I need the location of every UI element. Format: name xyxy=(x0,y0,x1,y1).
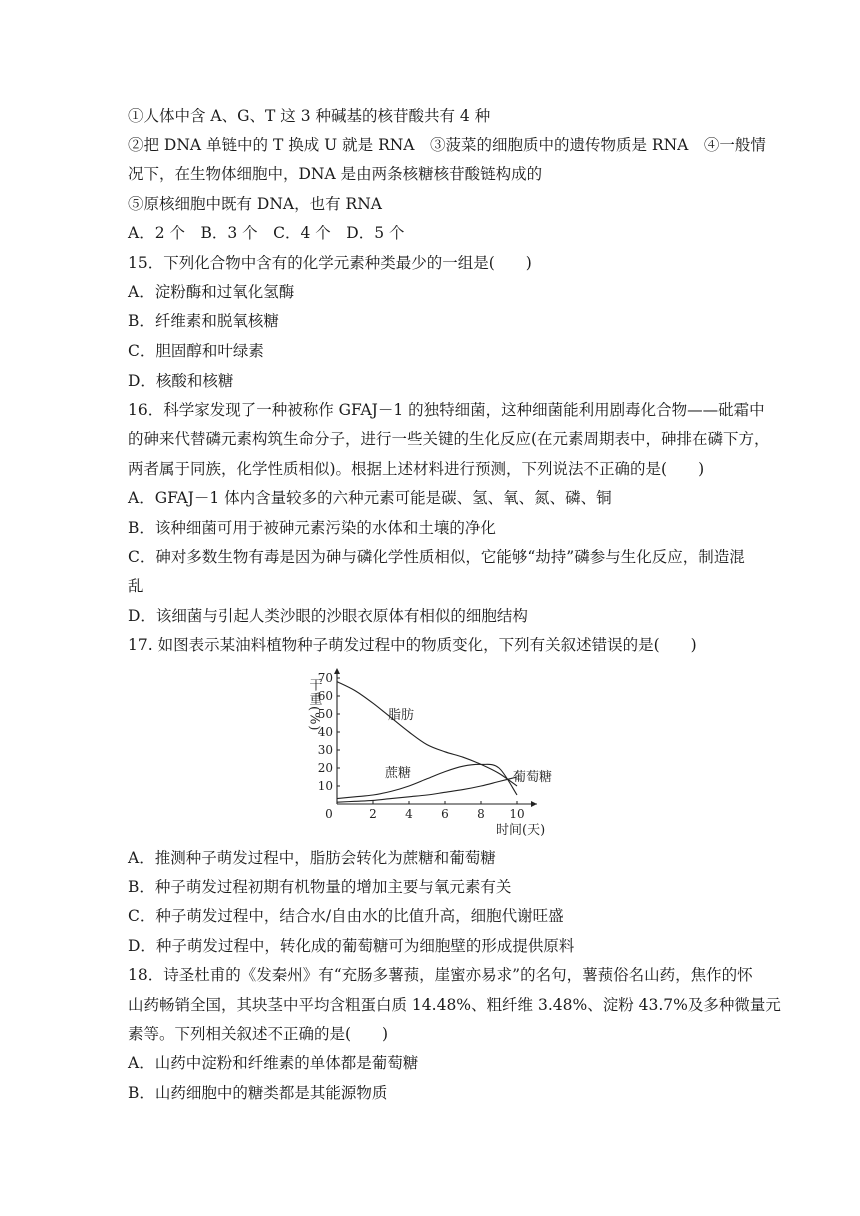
y-tick-label: 10 xyxy=(317,779,333,793)
question-17: 17. 如图表示某油料植物种子萌发过程中的物质变化，下列有关叙述错误的是( ) xyxy=(128,636,697,654)
y-tick-label: 30 xyxy=(317,743,333,757)
series-label: 蔗糖 xyxy=(385,766,412,781)
option-a: A．推测种子萌发过程中，脂肪会转化为蔗糖和葡萄糖 xyxy=(128,849,496,867)
option-d: D．种子萌发过程中，转化成的葡萄糖可为细胞壁的形成提供原料 xyxy=(128,937,575,955)
series-label: 脂肪 xyxy=(388,708,415,723)
option-a: A．山药中淀粉和纤维素的单体都是葡萄糖 xyxy=(128,1054,419,1072)
y-tick-label: 70 xyxy=(317,671,333,685)
x-tick-label: 8 xyxy=(477,807,485,821)
option-b: B．该种细菌可用于被砷元素污染的水体和土壤的净化 xyxy=(128,519,496,537)
option-d: D．核酸和核糖 xyxy=(128,372,234,390)
option-b: B．纤维素和脱氧核糖 xyxy=(128,312,279,330)
text-line: ⑤原核细胞中既有 DNA，也有 RNA xyxy=(128,195,382,213)
question-15: 15．下列化合物中含有的化学元素种类最少的一组是( ) xyxy=(128,254,532,272)
option-c: C．胆固醇和叶绿素 xyxy=(128,342,264,360)
x-axis-label: 时间(天) xyxy=(496,823,546,838)
text-line: ①人体中含 A、G、T 这 3 种碱基的核苷酸共有 4 种 xyxy=(128,107,491,125)
y-axis-label: 干重(%) xyxy=(306,678,322,732)
option-b: B．山药细胞中的糖类都是其能源物质 xyxy=(128,1084,388,1102)
option-a: A．GFAJ－1 体内含量较多的六种元素可能是碳、氢、氧、氮、磷、铜 xyxy=(128,489,612,507)
x-tick-label: 4 xyxy=(405,807,413,821)
y-tick-label: 40 xyxy=(317,725,333,739)
series-line-1 xyxy=(337,764,517,798)
text-line: 两者属于同族，化学性质相似)。根据上述材料进行预测，下列说法不正确的是( ) xyxy=(128,460,705,478)
x-axis-arrow xyxy=(531,801,537,807)
text-line: 况下，在生物体细胞中，DNA 是由两条核糖核苷酸链构成的 xyxy=(128,165,543,183)
series-line-2 xyxy=(337,777,517,802)
germination-chart xyxy=(292,668,562,844)
text-line: 的砷来代替磷元素构筑生命分子，进行一些关键的生化反应(在元素周期表中，砷排在磷下方， xyxy=(128,430,770,448)
option-c: C．砷对多数生物有毒是因为砷与磷化学性质相似，它能够“劫持”磷参与生化反应，制造混 xyxy=(128,548,745,566)
x-tick-label: 10 xyxy=(509,807,525,821)
text-line: 素等。下列相关叙述不正确的是( ) xyxy=(128,1025,389,1043)
text-line: 山药畅销全国，其块茎中平均含粗蛋白质 14.48%、粗纤维 3.48%、淀粉 43.7%及多种微量元 xyxy=(128,996,781,1014)
series-line-0 xyxy=(337,682,517,786)
y-axis-arrow xyxy=(334,668,340,674)
option-d: D．该细菌与引起人类沙眼的沙眼衣原体有相似的细胞结构 xyxy=(128,607,528,625)
y-tick-label: 20 xyxy=(317,761,333,775)
x-tick-label: 2 xyxy=(369,807,377,821)
option-c: C．种子萌发过程中，结合水/自由水的比值升高，细胞代谢旺盛 xyxy=(128,907,564,925)
answer-options: A．2 个 B．3 个 C．4 个 D．5 个 xyxy=(128,224,405,242)
text-line: ②把 DNA 单链中的 T 换成 U 就是 RNA ③菠菜的细胞质中的遗传物质是 RNA ④一般情 xyxy=(128,136,766,154)
x-tick-label: 6 xyxy=(441,807,449,821)
x-tick-label: 0 xyxy=(325,807,333,821)
question-18: 18．诗圣杜甫的《发秦州》有“充肠多薯蓣，崖蜜亦易求”的名句，薯蓣俗名山药，焦作的怀 xyxy=(128,966,753,984)
y-tick-label: 60 xyxy=(317,689,333,703)
series-label: 葡萄糖 xyxy=(513,770,553,785)
text-line: 乱 xyxy=(128,577,144,595)
y-tick-label: 50 xyxy=(317,707,333,721)
question-16: 16．科学家发现了一种被称作 GFAJ－1 的独特细菌，这种细菌能利用剧毒化合物——砒霜中 xyxy=(128,401,765,419)
option-b: B．种子萌发过程初期有机物量的增加主要与氧元素有关 xyxy=(128,878,512,896)
option-a: A．淀粉酶和过氧化氢酶 xyxy=(128,283,295,301)
